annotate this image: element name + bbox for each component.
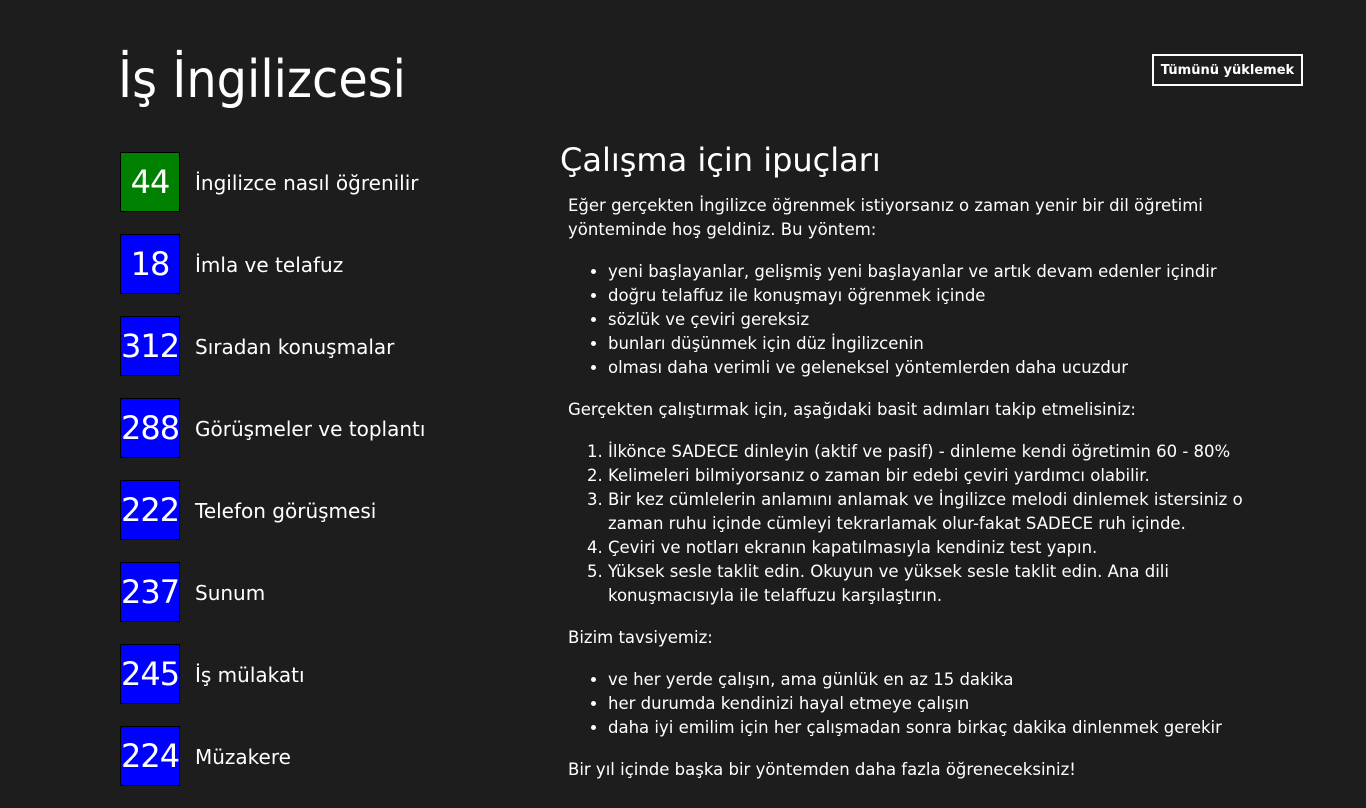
list-item: • olması daha verimli ve geleneksel yöntemlerden daha ucuzdur	[608, 356, 1300, 380]
list-item: • doğru telaffuz ile konuşmayı öğrenmek içinde	[608, 284, 1300, 308]
category-count-tile: 44	[120, 152, 180, 212]
category-label: İmla ve telafuz	[195, 253, 344, 277]
category-item-phone-calls[interactable]	[120, 480, 520, 540]
category-label: Sıradan konuşmalar	[195, 335, 395, 359]
steps-list	[568, 440, 1300, 608]
category-item-how-to-learn[interactable]	[120, 152, 520, 212]
category-count-tile: 18	[120, 234, 180, 294]
list-item: 1. İlkönce SADECE dinleyin (aktif ve pasif) - dinleme kendi öğretimin 60 - 80%	[608, 440, 1300, 464]
category-item-presentation[interactable]	[120, 562, 520, 622]
category-label: Sunum	[195, 581, 266, 605]
list-item: • daha iyi emilim için her çalışmadan sonra birkaç dakika dinlenmek gerekir	[608, 716, 1300, 740]
list-item: • her durumda kendinizi hayal etmeye çalışın	[608, 692, 1300, 716]
content-panel	[560, 138, 1300, 800]
list-item: 5. Yüksek sesle taklit edin. Okuyun ve yüksek sesle taklit edin. Ana dili konuşmacısıyla ile telaffuzu karşılaştırın.	[608, 560, 1300, 608]
category-list	[120, 152, 520, 808]
category-count-tile: 312	[120, 316, 180, 376]
category-item-spelling[interactable]	[120, 234, 520, 294]
list-item: • ve her yerde çalışın, ama günlük en az 15 dakika	[608, 668, 1300, 692]
category-count-tile: 245	[120, 644, 180, 704]
list-item: • bunları düşünmek için düz İngilizcenin	[608, 332, 1300, 356]
category-item-conversations[interactable]	[120, 316, 520, 376]
content-title: Çalışma için ipuçları	[560, 141, 881, 179]
advice-intro-paragraph: Bizim tavsiyemiz:	[568, 628, 713, 647]
list-item: 2. Kelimeleri bilmiyorsanız o zaman bir edebi çeviri yardımcı olabilir.	[608, 464, 1300, 488]
category-item-meetings[interactable]	[120, 398, 520, 458]
list-item: • sözlük ve çeviri gereksiz	[608, 308, 1300, 332]
intro-paragraph: Eğer gerçekten İngilizce öğrenmek istiyorsanız o zaman yenir bir dil öğretimi yönteminde hoş geldiniz. Bu yöntem:	[568, 196, 1203, 239]
download-all-button[interactable]: Tümünü yüklemek	[1152, 54, 1303, 86]
category-count-tile: 222	[120, 480, 180, 540]
list-item: 4. Çeviri ve notları ekranın kapatılmasıyla kendiniz test yapın.	[608, 536, 1300, 560]
content-body	[560, 194, 1300, 782]
closing-paragraph: Bir yıl içinde başka bir yöntemden daha fazla öğreneceksiniz!	[568, 760, 1076, 779]
category-item-job-interview[interactable]	[120, 644, 520, 704]
list-item: • yeni başlayanlar, gelişmiş yeni başlayanlar ve artık devam edenler içindir	[608, 260, 1300, 284]
advice-list	[568, 668, 1300, 740]
method-points-list	[568, 260, 1300, 380]
category-label: İş mülakatı	[195, 663, 305, 687]
category-label: İngilizce nasıl öğrenilir	[195, 171, 419, 195]
category-label: Görüşmeler ve toplantı	[195, 417, 426, 441]
category-count-tile: 288	[120, 398, 180, 458]
steps-intro-paragraph: Gerçekten çalıştırmak için, aşağıdaki basit adımları takip etmelisiniz:	[568, 400, 1136, 419]
category-count-tile: 237	[120, 562, 180, 622]
category-item-negotiation[interactable]	[120, 726, 520, 786]
category-label: Telefon görüşmesi	[195, 499, 377, 523]
list-item: 3. Bir kez cümlelerin anlamını anlamak ve İngilizce melodi dinlemek istersiniz o zaman ruhu içinde cümleyi tekrarlamak olur-fakat SADECE ruh içinde.	[608, 488, 1300, 536]
category-label: Müzakere	[195, 745, 291, 769]
category-count-tile: 224	[120, 726, 180, 786]
app-title: İş İngilizcesi	[118, 50, 406, 110]
